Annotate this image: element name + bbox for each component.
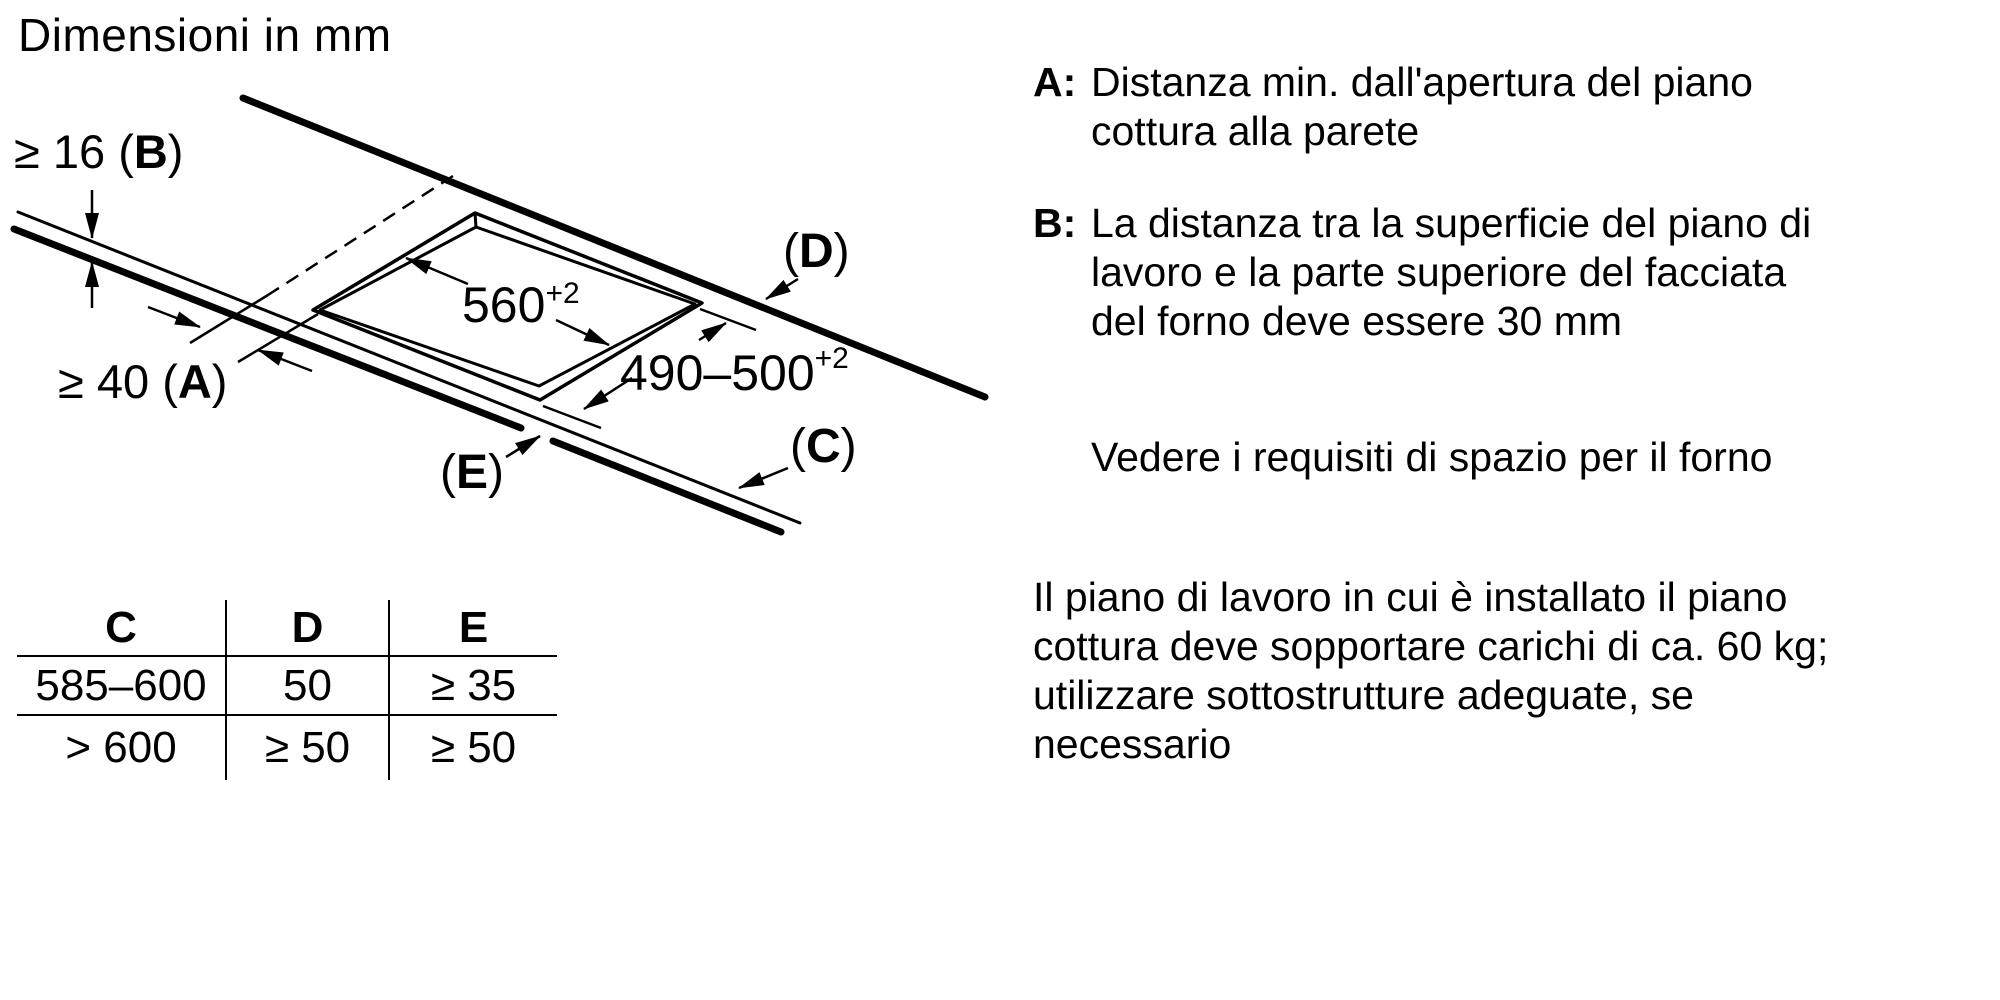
label-c-arrow [739,468,788,488]
note-load-line: utilizzare sottostrutture adeguate, se [1033,672,1694,718]
table-cell-d2: ≥ 50 [227,716,390,780]
depth-dim-arrow-upper [699,323,726,340]
table-cell-c2: > 600 [17,716,227,780]
table-cell-e2: ≥ 50 [430,723,517,772]
label-e-arrow [506,436,540,457]
worktop-front-bottom-edge-right [553,441,781,532]
note-load-capacity [1033,573,1973,769]
label-d-text: (D) [783,225,850,278]
note-b-line: del forno deve essere 30 mm [1091,298,1622,344]
wall-dim-arrow-right [148,307,200,327]
width-dim-text: $560^{+2}$ [462,277,580,333]
table-cell-d1: 50 [227,657,390,716]
dimension-table [17,600,557,780]
table-header-e: E [390,600,557,657]
note-load-line: cottura deve sopportare carichi di ca. 60 kg; [1033,623,1829,669]
wall-dim-arrow-left [258,350,312,371]
note-a [1033,58,1973,156]
width-dim-arrow-left [406,258,468,284]
wall-dim-text: ≥ 40 (A) [58,355,228,408]
wall-reference-dashed-line [268,176,453,295]
table-cell-e1: ≥ 35 [390,657,557,716]
table-header-d: D [227,600,390,657]
note-oven-space [1033,433,1973,482]
note-b [1033,199,1973,346]
note-b-label: B: [1033,200,1077,246]
worktop-cutout-diagram [0,55,1030,565]
note-load-line: Il piano di lavoro in cui è installato il piano [1033,574,1788,620]
label-c-text: (C) [790,420,857,473]
label-e-text: (E) [440,446,504,499]
note-oven-line: Vedere i requisiti di spazio per il forno [1091,434,1773,480]
table-cell-c1: 585–600 [17,657,227,716]
thickness-dim-text: ≥ 16 (B) [14,125,184,178]
note-a-line: Distanza min. dall'apertura del piano [1091,59,1753,105]
note-a-line: cottura alla parete [1091,108,1420,154]
note-b-line: La distanza tra la superficie del piano di [1091,200,1812,246]
label-d-arrow [766,279,798,299]
note-a-label: A: [1033,59,1077,105]
depth-dim-ext-line-east [700,309,756,330]
note-b-line: lavoro e la parte superiore del facciata [1091,249,1787,295]
depth-dim-text: $490-500^{+2}$ [620,342,849,401]
page-title: Dimensioni in mm [18,9,392,61]
table-header-c: C [17,600,227,657]
note-load-line: necessario [1033,721,1232,767]
cutout-corner-depth-tick [475,213,476,227]
width-dim-arrow-right [556,320,609,345]
worktop-back-edge [243,98,985,397]
